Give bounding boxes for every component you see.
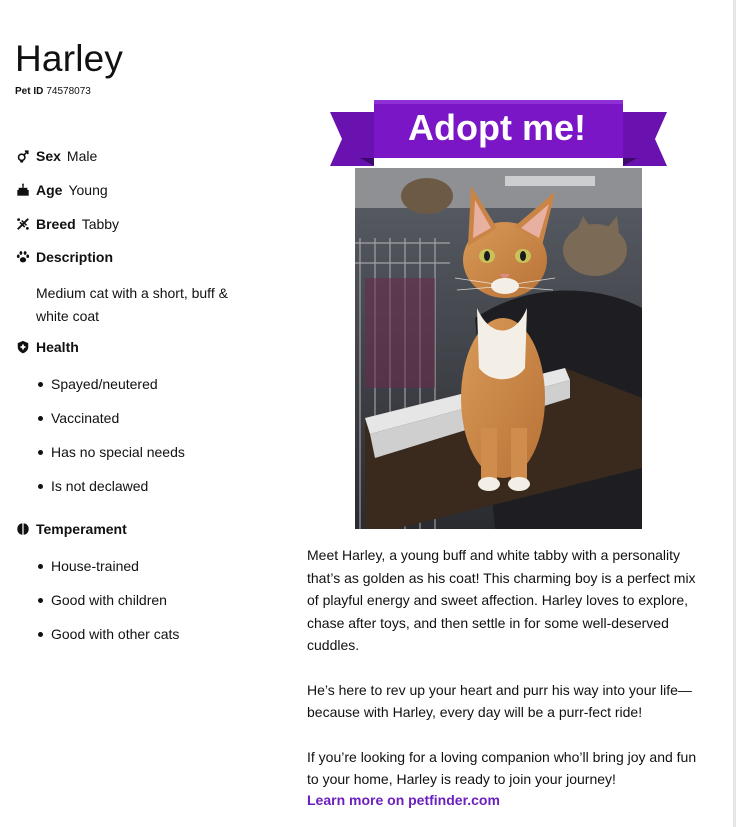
list-item	[36, 443, 185, 477]
adopt-me-text: Adopt me!	[408, 107, 586, 148]
pet-name-title: Harley	[15, 38, 124, 79]
list-item	[36, 477, 185, 511]
health-item-text: Has no special needs	[51, 444, 185, 460]
attribute-description	[15, 249, 119, 265]
attribute-sex	[15, 148, 97, 164]
pet-story	[307, 544, 702, 791]
gender-icon	[15, 148, 31, 164]
temperament-label: Temperament	[36, 521, 127, 537]
sex-value: Male	[66, 148, 98, 164]
bullet	[38, 416, 43, 421]
paw-icon	[15, 249, 31, 265]
attribute-temperament	[15, 521, 133, 537]
list-item	[36, 591, 179, 625]
pet-id-value: 74578073	[46, 86, 91, 97]
list-item	[36, 409, 185, 443]
list-item	[36, 557, 179, 591]
dna-icon	[15, 216, 31, 232]
brain-icon	[15, 521, 31, 537]
bullet	[38, 564, 43, 569]
breed-label: Breed	[36, 216, 76, 232]
cake-icon	[15, 182, 31, 198]
story-paragraph: If you’re looking for a loving companion who’ll bring joy and fun to your home, Harley is ready to join your journey!	[307, 748, 697, 787]
health-list	[36, 375, 185, 511]
sex-label: Sex	[36, 148, 61, 164]
list-item	[36, 625, 179, 659]
age-value: Young	[68, 182, 108, 198]
health-label: Health	[36, 339, 79, 355]
age-label: Age	[36, 182, 63, 198]
learn-more-link[interactable]: Learn more on petfinder.com	[307, 792, 500, 808]
bullet	[38, 450, 43, 455]
temperament-list	[36, 557, 179, 659]
temperament-item-text: House-trained	[51, 558, 139, 574]
attribute-health	[15, 339, 85, 355]
description-label: Description	[36, 249, 114, 265]
temperament-item-text: Good with other cats	[51, 626, 180, 642]
description-text: Medium cat with a short, buff & white coat	[36, 285, 228, 324]
story-paragraph: He’s here to rev up your heart and purr his way into your life—because with Harley, every day will be a purr-fect ride!	[307, 681, 692, 720]
attribute-age	[15, 182, 108, 198]
pet-id-label: Pet ID	[15, 86, 44, 97]
bullet	[38, 598, 43, 603]
health-item-text: Spayed/neutered	[51, 376, 158, 392]
bullet	[38, 632, 43, 637]
cat-photo	[355, 168, 642, 529]
bullet	[38, 382, 43, 387]
shield-icon	[15, 339, 31, 355]
breed-value: Tabby	[81, 216, 120, 232]
temperament-item-text: Good with children	[51, 592, 167, 608]
pet-id	[15, 86, 91, 97]
bullet	[38, 484, 43, 489]
attribute-breed	[15, 216, 119, 232]
list-item	[36, 375, 185, 409]
story-paragraph: Meet Harley, a young buff and white tabby with a personality that’s as golden as his coat! This charming boy is a perfect mix of playful energy and sweet affection. Harley loves to explore, chase after toys, and then settle in for some well-deserved cuddles.	[307, 547, 696, 653]
health-item-text: Vaccinated	[51, 410, 120, 426]
health-item-text: Is not declawed	[51, 478, 149, 494]
